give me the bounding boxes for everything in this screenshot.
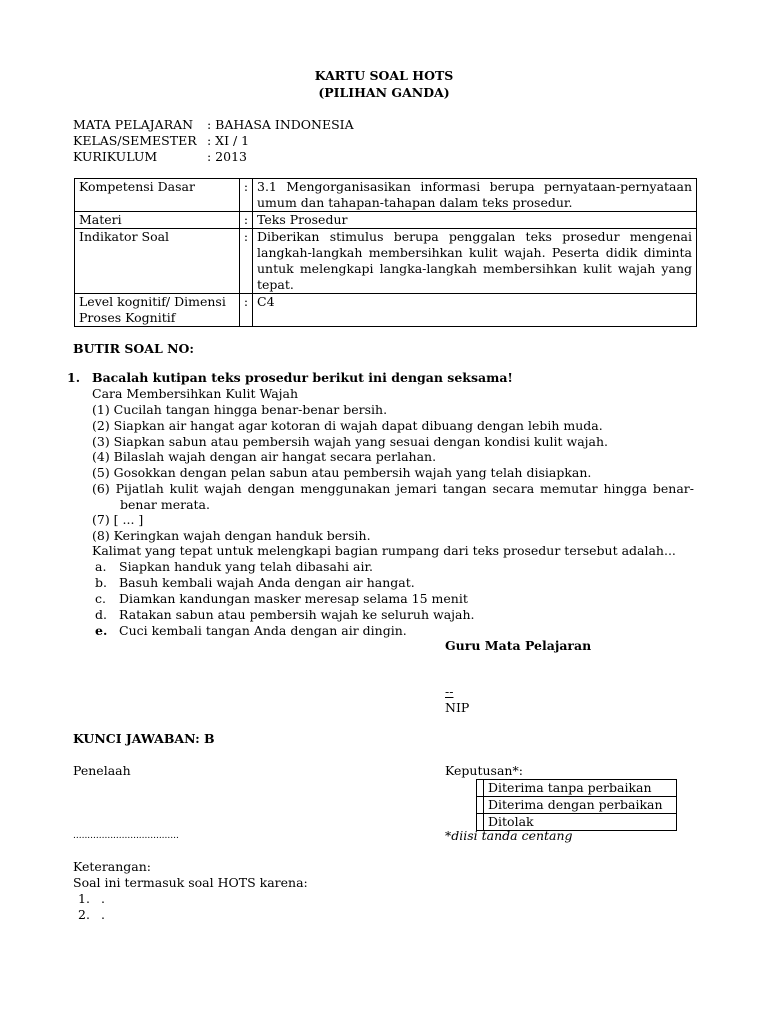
row-value: C4 xyxy=(253,294,697,327)
reviewer-label: Penelaah xyxy=(73,763,131,778)
question-number: 1. xyxy=(67,370,81,385)
row-label: Level kognitif/ Dimensi Proses Kognitif xyxy=(75,294,240,327)
decision-option: Ditolak xyxy=(484,814,677,831)
decision-option: Diterima tanpa perbaikan xyxy=(484,780,677,797)
decision-note: *diisi tanda centang xyxy=(445,828,573,843)
option-text: Ratakan sabun atau pembersih wajah ke seluruh wajah. xyxy=(119,607,475,622)
procedure-step: (1) Cucilah tangan hingga benar-benar bersih. xyxy=(92,402,388,417)
row-colon: : xyxy=(240,212,253,229)
answer-key: KUNCI JAWABAN: B xyxy=(73,731,215,746)
question-prompt: Kalimat yang tepat untuk melengkapi bagian rumpang dari teks prosedur tersebut adalah... xyxy=(92,543,676,558)
meta-class-value: : XI / 1 xyxy=(207,133,250,148)
notes-item-text: . xyxy=(101,891,105,906)
decision-checkbox[interactable] xyxy=(477,797,484,814)
competency-table xyxy=(74,178,697,327)
row-colon: : xyxy=(240,229,253,294)
table-row xyxy=(477,780,677,797)
teacher-nip: NIP xyxy=(445,700,470,715)
table-row xyxy=(75,179,697,212)
procedure-step-text: (6) Pijatlah kulit wajah dengan menggunakan jemari tangan secara memutar hingga benar-benar merata. xyxy=(92,481,694,512)
row-value: Diberikan stimulus berupa penggalan teks prosedur mengenai langkah-langkah membersihkan kulit wajah. Peserta didik diminta untuk melengkapi langka-langkah membersihkan kulit wajah yang tepat. xyxy=(253,229,697,294)
meta-class-label: KELAS/SEMESTER xyxy=(73,133,197,148)
row-label: Materi xyxy=(75,212,240,229)
table-row xyxy=(75,229,697,294)
card-subtitle: (PILIHAN GANDA) xyxy=(318,85,450,100)
procedure-step: (7) [ ... ] xyxy=(92,512,144,527)
procedure-step xyxy=(92,481,694,513)
option-letter: a. xyxy=(95,559,107,574)
procedure-step: (5) Gosokkan dengan pelan sabun atau pembersih wajah yang telah disiapkan. xyxy=(92,465,592,480)
notes-item-text: . xyxy=(101,907,105,922)
row-colon: : xyxy=(240,179,253,212)
option-letter: b. xyxy=(95,575,107,590)
procedure-title: Cara Membersihkan Kulit Wajah xyxy=(92,386,299,401)
notes-text: Soal ini termasuk soal HOTS karena: xyxy=(73,875,308,890)
row-label: Indikator Soal xyxy=(75,229,240,294)
procedure-step: (4) Bilaslah wajah dengan air hangat secara perlahan. xyxy=(92,449,437,464)
option-text: Basuh kembali wajah Anda dengan air hangat. xyxy=(119,575,415,590)
row-value: Teks Prosedur xyxy=(253,212,697,229)
procedure-step: (8) Keringkan wajah dengan handuk bersih. xyxy=(92,528,371,543)
option-text: Cuci kembali tangan Anda dengan air dingin. xyxy=(119,623,407,638)
teacher-role: Guru Mata Pelajaran xyxy=(445,638,592,653)
row-colon: : xyxy=(240,294,253,327)
reviewer-signature-line: ..................................... xyxy=(73,831,179,841)
option-letter: d. xyxy=(95,607,107,622)
meta-curriculum-value: : 2013 xyxy=(207,149,247,164)
meta-subject-label: MATA PELAJARAN xyxy=(73,117,194,132)
decision-checkbox[interactable] xyxy=(477,780,484,797)
option-text: Siapkan handuk yang telah dibasahi air. xyxy=(119,559,374,574)
notes-item-number: 1. xyxy=(78,891,90,906)
option-text: Diamkan kandungan masker meresap selama 15 menit xyxy=(119,591,468,606)
option-letter: c. xyxy=(95,591,106,606)
notes-label: Keterangan: xyxy=(73,859,152,874)
row-label: Kompetensi Dasar xyxy=(75,179,240,212)
procedure-step: (3) Siapkan sabun atau pembersih wajah yang sesuai dengan kondisi kulit wajah. xyxy=(92,434,609,449)
table-row xyxy=(75,294,697,327)
decision-table xyxy=(476,779,677,831)
table-row xyxy=(75,212,697,229)
notes-item-number: 2. xyxy=(78,907,90,922)
decision-label: Keputusan*: xyxy=(445,763,523,778)
option-letter: e. xyxy=(95,623,108,638)
meta-curriculum-label: KURIKULUM xyxy=(73,149,158,164)
card-title: KARTU SOAL HOTS xyxy=(314,68,454,83)
teacher-name: -- xyxy=(445,684,454,699)
question-heading: BUTIR SOAL NO: xyxy=(73,341,195,356)
decision-option: Diterima dengan perbaikan xyxy=(484,797,677,814)
row-value: 3.1 Mengorganisasikan informasi berupa pernyataan-pernyataan umum dan tahapan-tahapan dalam teks prosedur. xyxy=(253,179,697,212)
question-instruction: Bacalah kutipan teks prosedur berikut ini dengan seksama! xyxy=(92,370,513,385)
meta-subject-value: : BAHASA INDONESIA xyxy=(207,117,354,132)
table-row xyxy=(477,797,677,814)
procedure-step: (2) Siapkan air hangat agar kotoran di wajah dapat dibuang dengan lebih muda. xyxy=(92,418,603,433)
